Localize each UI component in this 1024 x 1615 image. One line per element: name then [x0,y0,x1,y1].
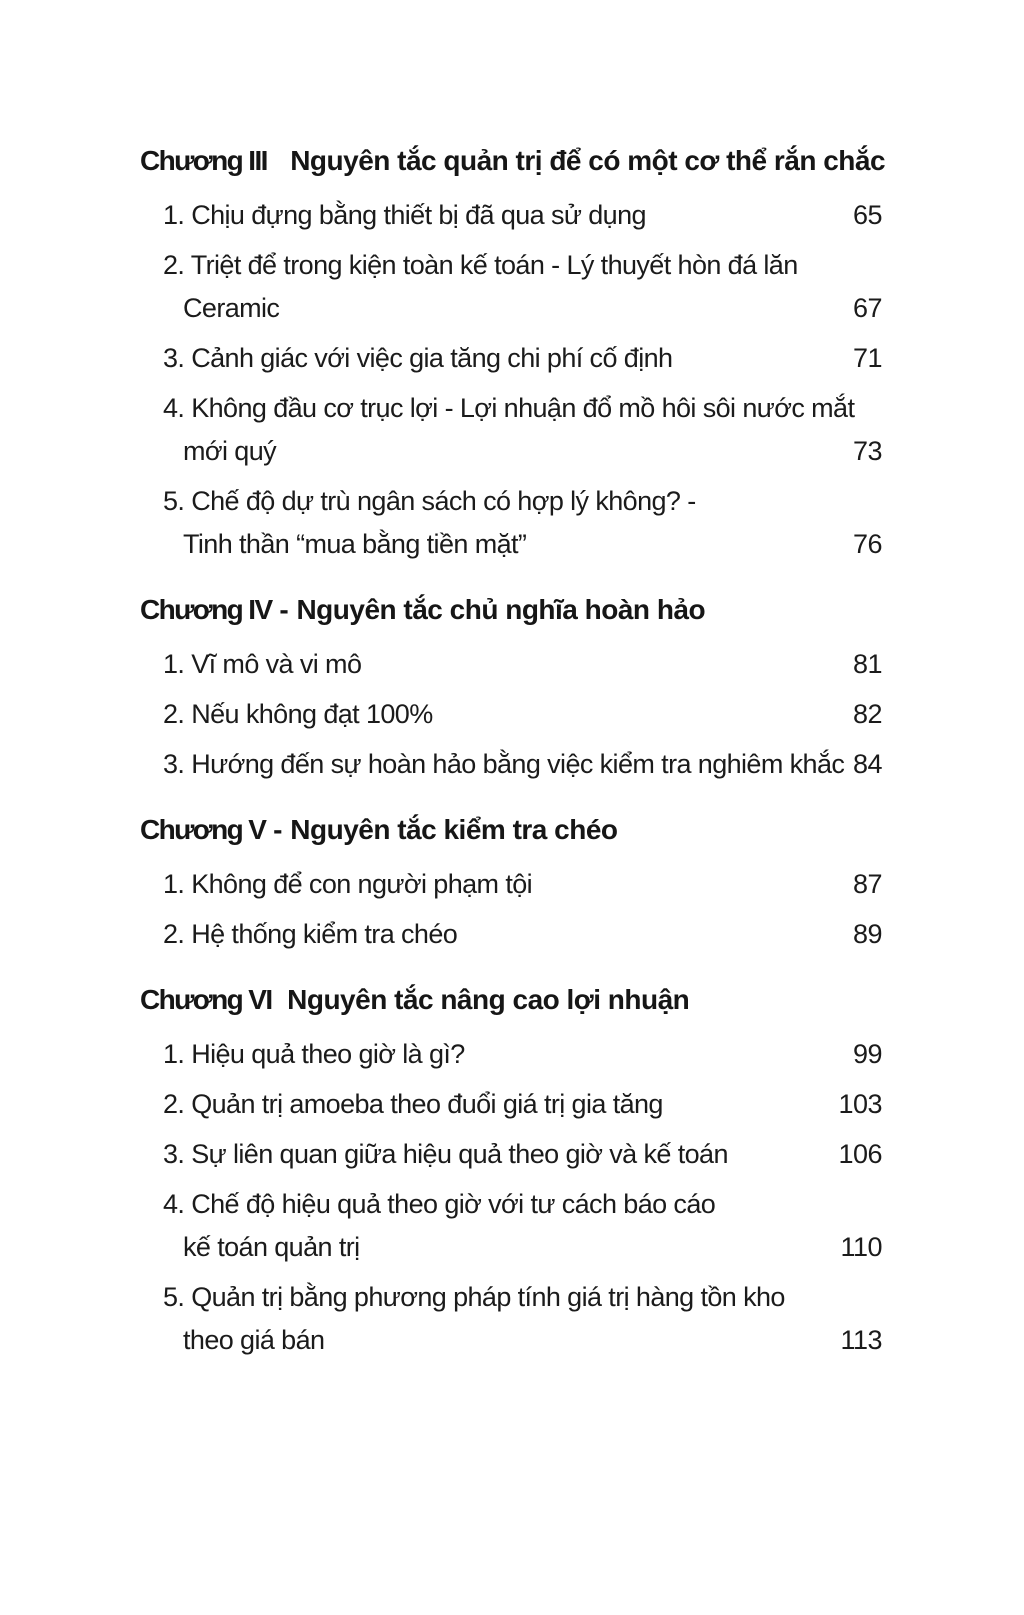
toc-entry [140,1276,882,1362]
toc-entry-page-number: 76 [852,529,882,559]
toc-entry-page-number: 82 [852,699,882,729]
toc-entry-line-continued: kế toán quản trị [183,1232,360,1262]
toc-entry-text [163,194,841,237]
toc-entry-line: 4. Chế độ hiệu quả theo giờ với tư cách báo cáo [163,1189,716,1219]
chapter-title: Nguyên tắc kiểm tra chéo [290,814,618,845]
toc-entry-text [163,337,841,380]
chapter-title: Nguyên tắc chủ nghĩa hoàn hảo [296,594,706,625]
toc-entry-page-number: 81 [852,649,882,679]
toc-entry [140,1083,882,1126]
toc-entry-page-number: 67 [852,293,882,323]
toc-entry-line: 4. Không đầu cơ trục lợi - Lợi nhuận đổ mồ hôi sôi nước mắt [163,393,855,423]
toc-entry [140,1183,882,1269]
toc-entry-line-continued: theo giá bán [183,1325,325,1355]
toc-entry-page-number: 65 [852,200,882,230]
chapter-number-label: Chương III [140,145,267,176]
toc-entry-text [163,1033,841,1076]
toc-entry-text [163,480,841,566]
chapter-number-label: Chương V [140,814,266,845]
toc-entry-text [163,693,841,736]
toc-entry-line: 1. Hiệu quả theo giờ là gì? [163,1039,465,1069]
toc-entry-line: 3. Sự liên quan giữa hiệu quả theo giờ và kế toán [163,1139,728,1169]
toc-chapter [140,588,882,786]
chapter-title: Nguyên tắc quản trị để có một cơ thể rắn chắc [290,145,886,176]
chapter-heading [140,808,882,851]
toc-entry [140,194,882,237]
toc-entry-line: 5. Quản trị bằng phương pháp tính giá trị hàng tồn kho [163,1282,785,1312]
toc-entry-text [163,1183,828,1269]
toc-entry-line-continued: Ceramic [183,293,280,323]
toc-entry [140,1133,882,1176]
toc-entry [140,244,882,330]
chapter-separator [272,984,288,1015]
toc-entry-line: 3. Hướng đến sự hoàn hảo bằng việc kiểm tra nghiêm khắc [163,749,845,779]
toc-entry-page-number: 71 [852,343,882,373]
toc-entry-line-continued: mới quý [183,436,277,466]
toc-entry-line: 2. Hệ thống kiểm tra chéo [163,919,458,949]
toc-entry-text [163,387,855,473]
toc-entry-text [163,863,841,906]
toc-entry-page-number: 113 [840,1325,882,1355]
toc-entry [140,337,882,380]
toc-entry-line: 3. Cảnh giác với việc gia tăng chi phí cố định [163,343,673,373]
chapter-heading [140,139,886,182]
toc-entry-page-number: 99 [852,1039,882,1069]
chapter-separator: - [265,814,291,845]
toc-entry-line: 1. Không để con người phạm tội [163,869,533,899]
toc-entry [140,693,882,736]
toc-entry-page-number: 106 [838,1139,882,1169]
chapter-separator: - [271,594,297,625]
toc-entry-text [163,1083,826,1126]
chapter-separator [267,145,290,176]
toc-entry [140,643,882,686]
toc-entry-page-number: 89 [852,919,882,949]
chapter-number-label: Chương VI [140,984,272,1015]
toc-chapter [140,139,886,566]
toc-entry-page-number: 110 [840,1232,882,1262]
toc-entry-page-number: 87 [852,869,882,899]
chapter-heading [140,978,882,1021]
toc-entry [140,913,882,956]
toc-entry-line: 2. Quản trị amoeba theo đuổi giá trị gia tăng [163,1089,663,1119]
toc-entry-page-number: 103 [838,1089,882,1119]
chapter-number-label: Chương IV [140,594,272,625]
toc-entry [140,480,882,566]
chapter-heading [140,588,882,631]
toc-entry-text [163,244,841,330]
toc-entry-text [163,643,841,686]
toc-entry-text [163,743,845,786]
toc-entry [140,387,882,473]
chapter-title: Nguyên tắc nâng cao lợi nhuận [287,984,690,1015]
toc-entry-text [163,913,841,956]
toc-entry [140,863,882,906]
toc-entry [140,1033,882,1076]
toc-entry-text [163,1133,826,1176]
toc-entry-line: 1. Vĩ mô và vi mô [163,649,362,679]
toc-entry-line: 5. Chế độ dự trù ngân sách có hợp lý không? - [163,486,696,516]
toc-entry-line: 2. Nếu không đạt 100% [163,699,433,729]
toc-entry-line: 1. Chịu đựng bằng thiết bị đã qua sử dụng [163,200,646,230]
toc-entry-line-continued: Tinh thần “mua bằng tiền mặt” [183,529,527,559]
toc-entry [140,743,882,786]
toc-entry-page-number: 84 [852,749,882,779]
toc-entry-page-number: 73 [852,436,882,466]
toc-entry-line: 2. Triệt để trong kiện toàn kế toán - Lý thuyết hòn đá lăn [163,250,798,280]
toc-chapter [140,808,882,956]
toc-entry-text [163,1276,828,1362]
toc-chapter [140,978,882,1362]
